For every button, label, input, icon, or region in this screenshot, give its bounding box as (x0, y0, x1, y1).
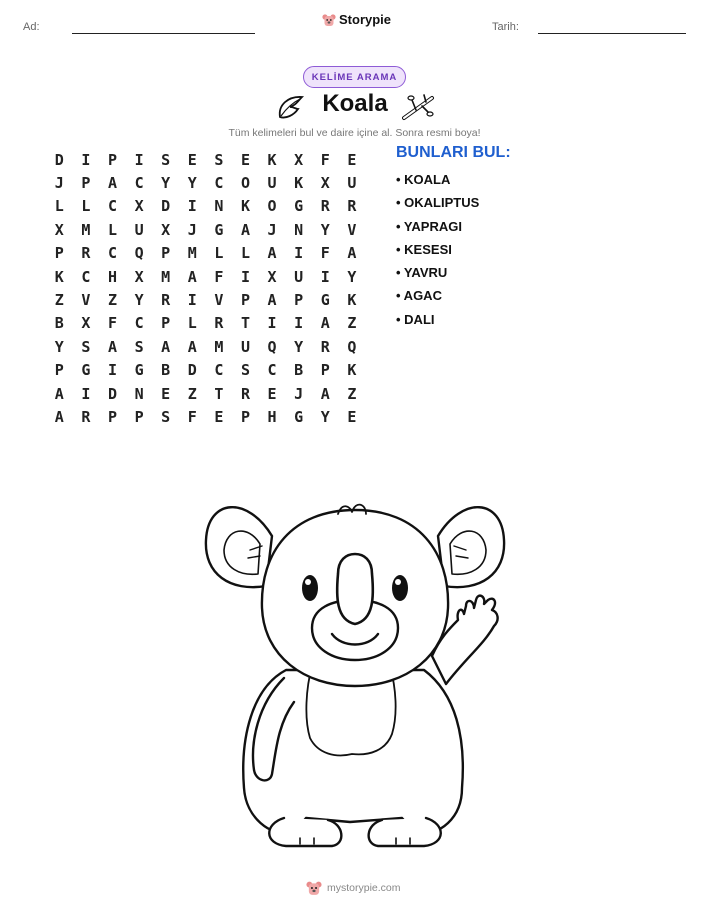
grid-cell[interactable]: Y (161, 174, 171, 193)
grid-cell[interactable]: A (187, 267, 197, 286)
grid-cell[interactable]: S (161, 150, 171, 169)
grid-cell[interactable]: R (214, 314, 224, 333)
grid-cell[interactable]: C (81, 267, 91, 286)
grid-cell[interactable]: F (107, 314, 117, 333)
branch-icon (402, 92, 436, 122)
grid-cell[interactable]: I (294, 244, 304, 263)
grid-cell[interactable]: Y (54, 337, 64, 356)
grid-cell[interactable]: X (134, 197, 144, 216)
grid-cell[interactable]: E (347, 150, 357, 169)
grid-cell[interactable]: R (240, 384, 250, 403)
brand-name: Storypie (339, 12, 392, 27)
grid-cell[interactable]: G (81, 361, 91, 380)
grid-cell[interactable]: Y (294, 337, 304, 356)
grid-cell[interactable]: P (161, 244, 171, 263)
grid-cell[interactable]: C (267, 361, 277, 380)
word-list (396, 170, 479, 333)
grid-cell[interactable]: Q (347, 337, 357, 356)
grid-cell[interactable]: M (81, 220, 91, 239)
word-list-item: • AGAC (396, 288, 442, 304)
grid-cell[interactable]: L (187, 314, 197, 333)
grid-cell[interactable]: P (81, 174, 91, 193)
grid-cell[interactable]: U (134, 220, 144, 239)
grid-cell[interactable]: R (81, 244, 91, 263)
grid-cell[interactable]: A (187, 337, 197, 356)
grid-row (46, 288, 372, 311)
grid-cell[interactable]: C (134, 314, 144, 333)
grid-cell[interactable]: R (347, 197, 357, 216)
grid-cell[interactable]: K (54, 267, 64, 286)
grid-cell[interactable]: P (240, 407, 250, 426)
grid-cell[interactable]: I (81, 384, 91, 403)
grid-cell[interactable]: E (214, 407, 224, 426)
name-line[interactable] (72, 33, 255, 34)
grid-cell[interactable]: K (347, 291, 357, 310)
name-label: Ad: (23, 21, 40, 33)
grid-cell[interactable]: B (161, 361, 171, 380)
grid-row (46, 382, 372, 405)
grid-cell[interactable]: X (320, 174, 330, 193)
grid-cell[interactable]: I (81, 150, 91, 169)
grid-cell[interactable]: A (267, 291, 277, 310)
grid-cell[interactable]: T (214, 384, 224, 403)
grid-cell[interactable]: J (54, 174, 64, 193)
grid-cell[interactable]: S (240, 361, 250, 380)
grid-cell[interactable]: C (107, 244, 117, 263)
grid-cell[interactable]: A (267, 244, 277, 263)
grid-cell[interactable]: A (347, 244, 357, 263)
grid-cell[interactable]: Y (347, 267, 357, 286)
grid-cell[interactable]: G (294, 407, 304, 426)
grid-cell[interactable]: C (214, 174, 224, 193)
grid-cell[interactable]: J (294, 384, 304, 403)
grid-cell[interactable]: A (107, 337, 117, 356)
grid-cell[interactable]: Z (347, 314, 357, 333)
grid-cell[interactable]: F (320, 244, 330, 263)
grid-cell[interactable]: D (187, 361, 197, 380)
grid-cell[interactable]: Y (187, 174, 197, 193)
grid-cell[interactable]: F (187, 407, 197, 426)
grid-cell[interactable]: A (320, 314, 330, 333)
grid-cell[interactable]: N (214, 197, 224, 216)
grid-cell[interactable]: R (320, 337, 330, 356)
category-badge: KELİME ARAMA (303, 66, 406, 88)
grid-cell[interactable]: U (294, 267, 304, 286)
grid-cell[interactable]: S (81, 337, 91, 356)
grid-cell[interactable]: P (134, 407, 144, 426)
grid-row (46, 265, 372, 288)
word-list-item: • KESESI (396, 241, 452, 257)
grid-cell[interactable]: Z (54, 291, 64, 310)
date-label: Tarih: (492, 21, 519, 33)
grid-cell[interactable]: I (320, 267, 330, 286)
grid-row (46, 218, 372, 241)
grid-cell[interactable]: I (107, 361, 117, 380)
grid-cell[interactable]: X (267, 267, 277, 286)
grid-cell[interactable]: M (187, 244, 197, 263)
grid-cell[interactable]: L (240, 244, 250, 263)
grid-cell[interactable]: B (54, 314, 64, 333)
grid-cell[interactable]: C (134, 174, 144, 193)
grid-cell[interactable]: C (214, 361, 224, 380)
grid-cell[interactable]: D (54, 150, 64, 169)
grid-cell[interactable]: A (54, 384, 64, 403)
date-line[interactable] (538, 33, 686, 34)
grid-cell[interactable]: L (54, 197, 64, 216)
grid-cell[interactable]: Z (187, 384, 197, 403)
grid-cell[interactable]: S (134, 337, 144, 356)
grid-cell[interactable]: U (347, 174, 357, 193)
grid-cell[interactable]: V (81, 291, 91, 310)
grid-row (46, 195, 372, 218)
word-list-title: BUNLARI BUL: (396, 144, 511, 161)
grid-cell[interactable]: B (294, 361, 304, 380)
grid-cell[interactable]: R (81, 407, 91, 426)
grid-cell[interactable]: I (294, 314, 304, 333)
grid-cell[interactable]: I (267, 314, 277, 333)
grid-cell[interactable]: G (294, 197, 304, 216)
grid-row (46, 359, 372, 382)
grid-cell[interactable]: O (267, 197, 277, 216)
grid-cell[interactable]: I (240, 267, 250, 286)
grid-cell[interactable]: R (161, 291, 171, 310)
grid-cell[interactable]: Q (267, 337, 277, 356)
footer-link[interactable]: mystorypie.com (327, 882, 401, 894)
grid-row (46, 335, 372, 358)
grid-cell[interactable]: P (294, 291, 304, 310)
page-title: Koala (322, 90, 388, 117)
grid-cell[interactable]: P (54, 244, 64, 263)
grid-row (46, 312, 372, 335)
grid-cell[interactable]: K (294, 174, 304, 193)
grid-cell[interactable]: T (240, 314, 250, 333)
grid-cell[interactable]: U (267, 174, 277, 193)
word-list-item: • YAPRAGI (396, 218, 462, 234)
grid-cell[interactable]: C (107, 197, 117, 216)
grid-cell[interactable]: Y (320, 220, 330, 239)
word-list-item: • OKALIPTUS (396, 195, 480, 211)
word-list-item: • YAVRU (396, 265, 448, 281)
grid-cell[interactable]: X (54, 220, 64, 239)
grid-cell[interactable]: F (320, 150, 330, 169)
grid-cell[interactable]: G (320, 291, 330, 310)
grid-cell[interactable]: X (161, 220, 171, 239)
grid-row (46, 405, 372, 428)
grid-cell[interactable]: I (134, 150, 144, 169)
footer (306, 880, 401, 896)
grid-row (46, 242, 372, 265)
grid-cell[interactable]: A (240, 220, 250, 239)
grid-cell[interactable]: E (187, 150, 197, 169)
grid-cell[interactable]: J (187, 220, 197, 239)
grid-cell[interactable]: F (214, 267, 224, 286)
grid-cell[interactable]: L (107, 220, 117, 239)
grid-cell[interactable]: E (240, 150, 250, 169)
grid-cell[interactable]: P (161, 314, 171, 333)
grid-cell[interactable]: A (161, 337, 171, 356)
grid-cell[interactable]: M (214, 337, 224, 356)
koala-logo-icon (322, 13, 336, 27)
instructions: Tüm kelimeleri bul ve daire içine al. Sonra resmi boya! (228, 127, 481, 139)
grid-cell[interactable]: P (107, 150, 117, 169)
koala-logo-icon (306, 880, 322, 896)
grid-cell[interactable]: V (214, 291, 224, 310)
grid-row (46, 148, 372, 171)
grid-cell[interactable]: P (320, 361, 330, 380)
grid-cell[interactable]: P (107, 407, 117, 426)
grid-cell[interactable]: N (294, 220, 304, 239)
letter-grid (46, 148, 372, 429)
grid-cell[interactable]: O (240, 174, 250, 193)
grid-cell[interactable]: X (81, 314, 91, 333)
grid-cell[interactable]: S (214, 150, 224, 169)
word-list-item: • KOALA (396, 172, 451, 187)
grid-cell[interactable]: H (107, 267, 117, 286)
grid-cell[interactable]: X (294, 150, 304, 169)
koala-coloring-illustration (200, 488, 510, 860)
grid-cell[interactable]: I (187, 291, 197, 310)
grid-cell[interactable]: H (267, 407, 277, 426)
grid-cell[interactable]: S (161, 407, 171, 426)
grid-cell[interactable]: A (320, 384, 330, 403)
grid-cell[interactable]: E (267, 384, 277, 403)
grid-cell[interactable]: Y (134, 291, 144, 310)
grid-cell[interactable]: E (347, 407, 357, 426)
grid-cell[interactable]: I (187, 197, 197, 216)
grid-cell[interactable]: N (134, 384, 144, 403)
grid-cell[interactable]: J (267, 220, 277, 239)
grid-cell[interactable]: A (107, 174, 117, 193)
grid-cell[interactable]: U (240, 337, 250, 356)
grid-cell[interactable]: P (240, 291, 250, 310)
grid-cell[interactable]: D (161, 197, 171, 216)
grid-cell[interactable]: G (134, 361, 144, 380)
grid-cell[interactable]: K (347, 361, 357, 380)
grid-cell[interactable]: M (161, 267, 171, 286)
grid-cell[interactable]: L (214, 244, 224, 263)
grid-cell[interactable]: R (320, 197, 330, 216)
grid-cell[interactable]: Q (134, 244, 144, 263)
grid-row (46, 171, 372, 194)
grid-cell[interactable]: P (54, 361, 64, 380)
grid-cell[interactable]: A (54, 407, 64, 426)
grid-cell[interactable]: K (267, 150, 277, 169)
grid-cell[interactable]: V (347, 220, 357, 239)
grid-cell[interactable]: K (240, 197, 250, 216)
grid-cell[interactable]: Z (107, 291, 117, 310)
grid-cell[interactable]: L (81, 197, 91, 216)
grid-cell[interactable]: X (134, 267, 144, 286)
grid-cell[interactable]: E (161, 384, 171, 403)
grid-cell[interactable]: D (107, 384, 117, 403)
grid-cell[interactable]: G (214, 220, 224, 239)
grid-cell[interactable]: Z (347, 384, 357, 403)
word-list-item: • DALI (396, 311, 435, 327)
grid-cell[interactable]: Y (320, 407, 330, 426)
brand (322, 12, 391, 27)
